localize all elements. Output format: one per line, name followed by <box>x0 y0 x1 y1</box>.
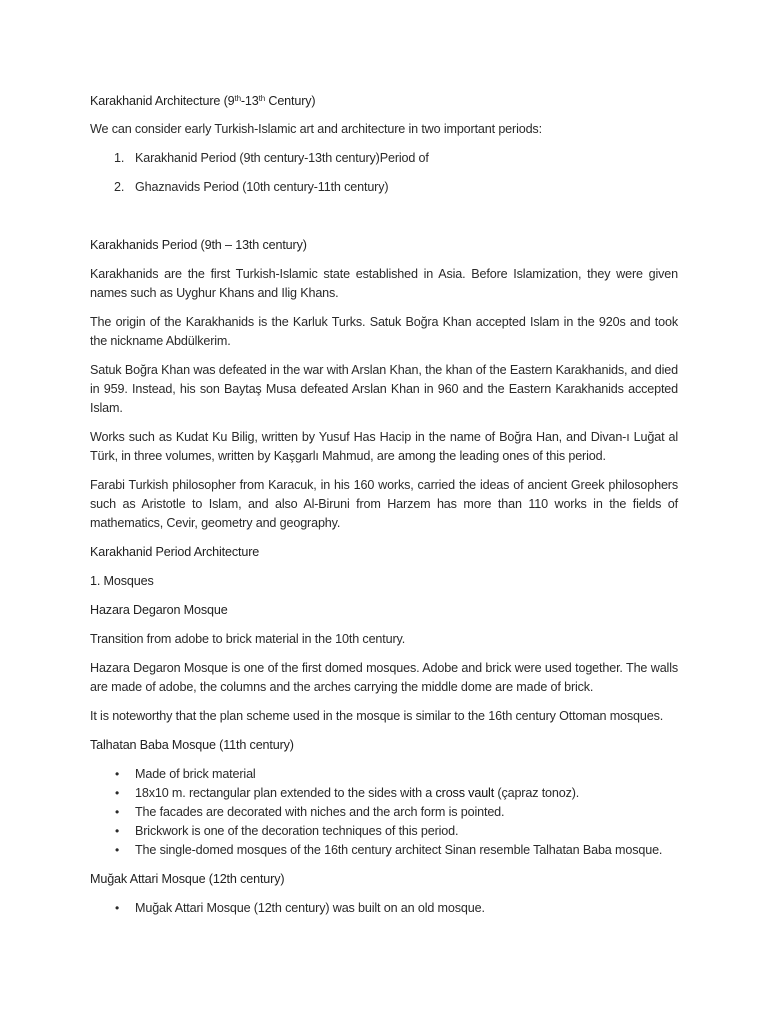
paragraph: The origin of the Karakhanids is the Karluk Turks. Satuk Boğra Khan accepted Islam in the 920s and took the nickname Abdülkerim. <box>90 315 678 348</box>
paragraph: Satuk Boğra Khan was defeated in the war with Arslan Khan, the khan of the Eastern Karakhanids, and died in 959. Instead, his son Baytaş Musa defeated Arslan Khan in 960 and the Eastern Karakhanids accepted Islam. <box>90 363 678 415</box>
intro-paragraph: We can consider early Turkish-Islamic art and architecture in two important periods: <box>90 122 542 136</box>
list-item: 1. Karakhanid Period (9th century-13th century)Period of <box>114 151 429 165</box>
periods-list <box>90 149 678 197</box>
list-item: • Made of brick material <box>90 765 678 784</box>
bullet-icon: • <box>115 786 120 800</box>
cross-vault-term: cross vault <box>435 786 495 800</box>
bullet-icon: • <box>115 805 120 819</box>
paragraph: Farabi Turkish philosopher from Karacuk, in his 160 works, carried the ideas of ancient Greek philosophers such as Aristotle to Islam, and also Al-Biruni from Harzem has more than 110 works in the fields of mathematics, Cevir, geometry and geography. <box>90 478 678 530</box>
list-item: • The facades are decorated with niches and the arch form is pointed. <box>90 803 678 822</box>
mugak-bullet-list <box>90 899 678 918</box>
mosques-heading: 1. Mosques <box>90 574 154 588</box>
bullet-icon: • <box>115 767 120 781</box>
section-heading-karakhanids: Karakhanids Period (9th – 13th century) <box>90 238 307 252</box>
paragraph: Karakhanids are the first Turkish-Islamic state established in Asia. Before Islamization, they were given names such as Uyghur Khans and Ilig Khans. <box>90 267 678 300</box>
document-content <box>90 92 678 918</box>
paragraph: Transition from adobe to brick material in the 10th century. <box>90 632 406 646</box>
list-item: • The single-domed mosques of the 16th century architect Sinan resemble Talhatan Baba mosque. <box>90 841 678 860</box>
paragraph: Hazara Degaron Mosque is one of the first domed mosques. Adobe and brick were used together. The walls are made of adobe, the columns and the arches carrying the middle dome are made of brick. <box>90 661 678 694</box>
talhatan-heading: Talhatan Baba Mosque (11th century) <box>90 738 294 752</box>
bullet-icon: • <box>115 901 120 915</box>
paragraph: Works such as Kudat Ku Bilig, written by Yusuf Has Hacip in the name of Boğra Han, and Divan-ı Luğat al Türk, in three volumes, written by Kaşgarlı Mahmud, are among the leading ones of this period. <box>90 430 678 463</box>
document-title: Karakhanid Architecture (9th-13th Century) <box>90 94 316 108</box>
list-item: • 18x10 m. rectangular plan extended to the sides with a cross vault (çapraz tonoz). <box>90 784 678 803</box>
paragraph: It is noteworthy that the plan scheme used in the mosque is similar to the 16th century Ottoman mosques. <box>90 709 664 723</box>
bullet-icon: • <box>115 843 120 857</box>
architecture-heading: Karakhanid Period Architecture <box>90 545 260 559</box>
list-item: • Brickwork is one of the decoration techniques of this period. <box>90 822 678 841</box>
list-item: 2. Ghaznavids Period (10th century-11th century) <box>114 180 389 194</box>
hazara-heading: Hazara Degaron Mosque <box>90 603 228 617</box>
mugak-heading: Muğak Attari Mosque (12th century) <box>90 872 285 886</box>
list-item: • Muğak Attari Mosque (12th century) was built on an old mosque. <box>90 899 678 918</box>
talhatan-bullet-list <box>90 765 678 860</box>
bullet-icon: • <box>115 824 120 838</box>
